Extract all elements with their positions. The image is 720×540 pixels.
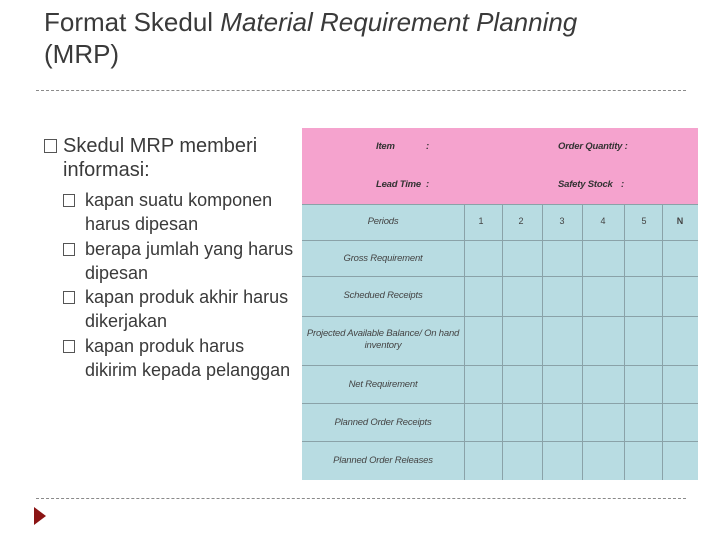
bullet-sub-item xyxy=(44,285,294,334)
item-colon: : xyxy=(426,141,429,152)
safety-stock-colon: : xyxy=(621,179,624,190)
period-number: 2 xyxy=(518,216,524,226)
bullet-box-icon xyxy=(44,139,57,153)
lead-time-colon: : xyxy=(426,179,429,190)
bullet-sub-text: berapa jumlah yang harus dipesan xyxy=(85,238,294,283)
safety-stock-label: Safety Stock xyxy=(558,179,613,190)
grid-line xyxy=(302,316,698,317)
bullet-main xyxy=(44,134,294,182)
bullet-main-text: Skedul MRP memberi informasi: xyxy=(63,135,258,181)
grid-line xyxy=(464,204,465,480)
bullet-sub-item xyxy=(44,237,294,286)
row-label-planned-order-receipts: Planned Order Receipts xyxy=(334,417,432,428)
grid-line xyxy=(302,276,698,277)
row-label-scheduled-receipts: Schedued Receipts xyxy=(343,290,423,301)
title-italic-text: Material Requirement Planning xyxy=(220,7,578,37)
period-number: N xyxy=(676,216,684,226)
row-label-gross-requirement: Gross Requirement xyxy=(343,253,423,264)
lead-time-label: Lead Time xyxy=(376,179,422,190)
bullet-list xyxy=(44,134,294,382)
bottom-divider xyxy=(36,498,686,499)
grid-line xyxy=(582,204,583,480)
title-subtext: (MRP) xyxy=(44,39,120,69)
grid-line xyxy=(302,441,698,442)
play-arrow-icon[interactable] xyxy=(34,507,46,525)
mrp-header-block xyxy=(302,128,698,204)
top-divider xyxy=(36,90,686,91)
grid-line xyxy=(302,204,698,205)
bullet-sub-item xyxy=(44,334,294,383)
grid-line xyxy=(302,240,698,241)
bullet-sub-text: kapan produk akhir harus dikerjakan xyxy=(85,287,289,332)
grid-line xyxy=(662,204,663,480)
grid-line xyxy=(302,403,698,404)
period-number: 4 xyxy=(600,216,606,226)
bullet-box-icon xyxy=(63,291,75,304)
period-number: 1 xyxy=(478,216,484,226)
grid-line xyxy=(302,365,698,366)
period-number: 5 xyxy=(641,216,647,226)
grid-line xyxy=(624,204,625,480)
item-label: Item xyxy=(376,141,395,152)
grid-line xyxy=(502,204,503,480)
bullet-box-icon xyxy=(63,243,75,256)
row-label-planned-order-releases: Planned Order Releases xyxy=(333,455,433,466)
row-label-net-requirement: Net Requirement xyxy=(348,379,418,390)
bullet-box-icon xyxy=(63,194,75,207)
slide-title xyxy=(44,6,684,70)
order-quantity-label: Order Quantity : xyxy=(558,141,628,152)
grid-line xyxy=(542,204,543,480)
periods-label: Periods xyxy=(367,216,399,227)
row-label-projected-available-balance: Projected Available Balance/ On hand inventory xyxy=(306,328,460,351)
period-number: 3 xyxy=(559,216,565,226)
title-text: Format Skedul xyxy=(44,7,221,37)
bullet-box-icon xyxy=(63,340,75,353)
bullet-sub-text: kapan produk harus dikirim kepada pelanggan xyxy=(85,335,291,381)
mrp-schedule-table xyxy=(302,128,698,480)
bullet-sub-item xyxy=(44,188,294,237)
bullet-sub-text: kapan suatu komponen harus dipesan xyxy=(85,190,273,235)
